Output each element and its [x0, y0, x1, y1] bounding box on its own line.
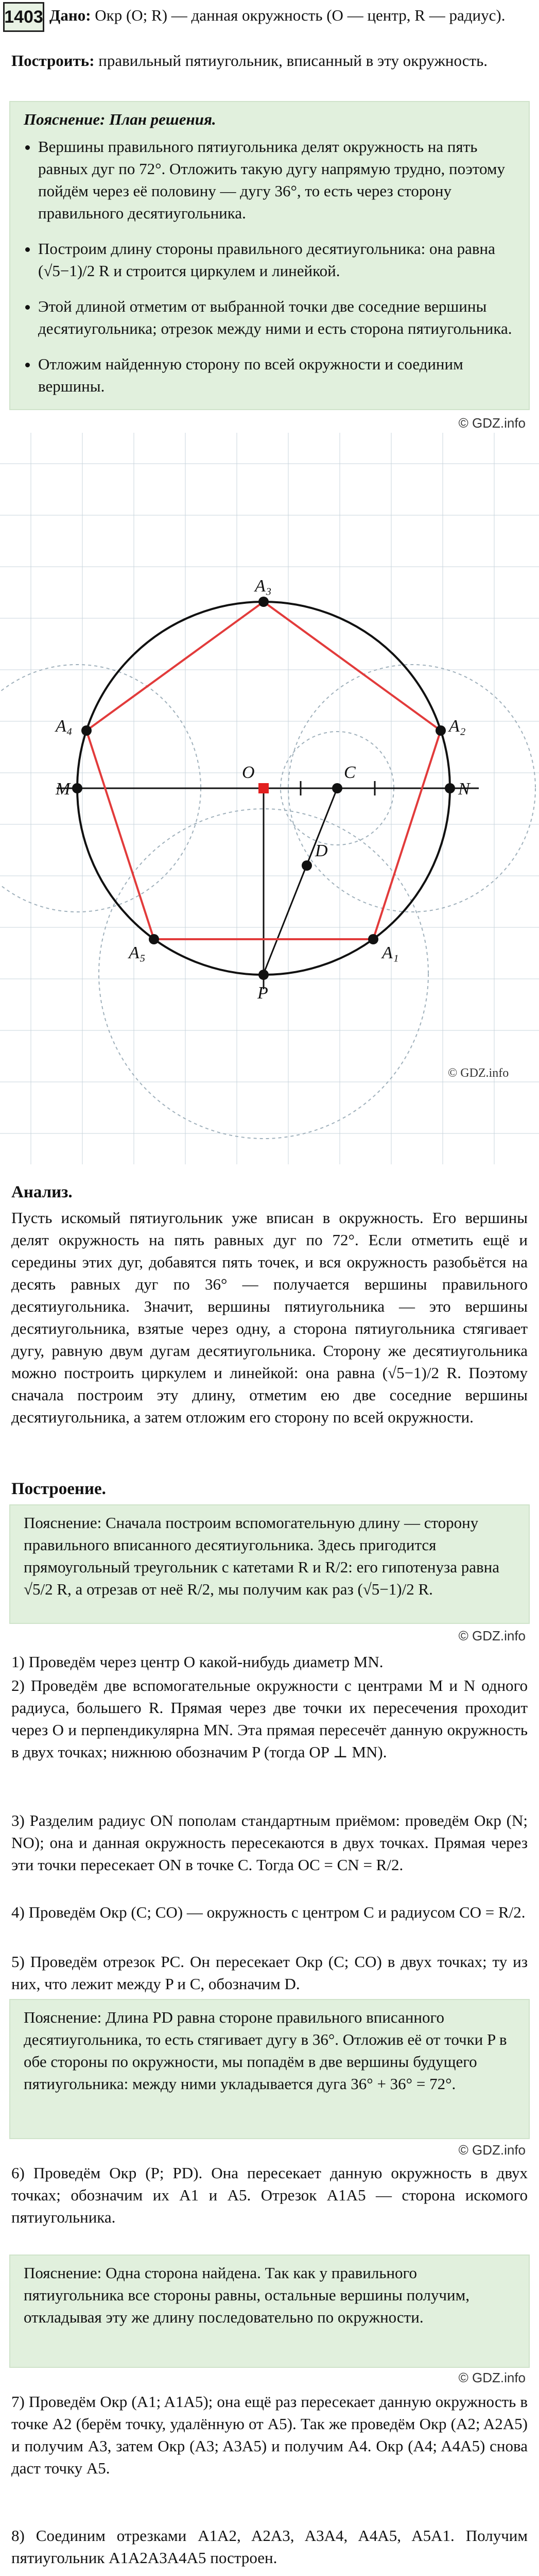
plan-item: • Вершины правильного пятиугольника делят окружность на пять равных дуг по 72°. Отложить такую дугу напрямую трудно, поэтому пойдём через её половину — дугу 36°, то есть через сторону правильного десятиугольника. [38, 135, 515, 224]
grid-background [0, 433, 539, 1164]
point-A5 [149, 934, 159, 944]
label-C: C [344, 763, 356, 782]
plan-box [9, 101, 530, 410]
build-text: правильный пятиугольник, вписанный в эту окружность. [98, 52, 488, 70]
point-C [332, 783, 342, 793]
step-7: 7) Проведём Окр (A1; A1A5); она ещё раз пересекает данную окружность в точке A2 (берём точку, удалённую от A5). Так же проведём Окр (A2; A2A5) и получим A3, затем Окр (A3; A3A5) и получим A4. Окр (A4; A4A5) снова даст точку A5. [11, 2393, 528, 2477]
label-D: D [315, 841, 328, 860]
construction-note-box [9, 2255, 530, 2368]
construction-title: Построение. [11, 1480, 106, 1498]
step-3: 3) Разделим радиус ON пополам стандартным приёмом: проведём Окр (N; NO); она и данная окружность пересекаются в двух точках. Прямая через эти точки пересекает ON в точке C. Тогда OC = CN = R/2. [11, 1811, 528, 1874]
construction-note-box [9, 1999, 530, 2139]
build-line [11, 49, 528, 72]
point-N [445, 783, 455, 793]
given-line [49, 4, 528, 26]
plan-list [24, 135, 515, 397]
label-A3: A₃ [255, 577, 272, 596]
label-A4: A₄ [56, 717, 73, 736]
watermark: © GDZ.info [458, 1628, 526, 1643]
task-number: 1403 [3, 2, 44, 32]
analysis-text: Пусть искомый пятиугольник уже вписан в окружность. Его вершины делят окружность на пять равных дуг по 72°. Если отметить ещё и середины этих дуг, добавятся пять точек, и вся окружность разобьётся на десять равных дуг по 36° — получается вершины правильного десятиугольника. Значит, вершины пятиугольника — это вершины десятиугольника, взятые через одну, а сторона пятиугольника стягивает дугу, равную двум дугам десятиугольника. Сторону же десятиугольника можно построить циркулем и линейкой: она равна (√5−1)/2 R. Поэтому сначала построим эту длину, отметим ею две соседние вершины десятиугольника, а затем отложим его сторону по всей окружности. [11, 1209, 528, 1426]
diameter-and-radius [57, 788, 479, 989]
step-8: 8) Соединим отрезками A1A2, A2A3, A3A4, A4A5, A5A1. Получим пятиугольник A1A2A3A4A5 построен. [11, 2527, 528, 2567]
label-A1: A₁ [382, 943, 399, 962]
step-5: 5) Проведём отрезок PC. Он пересекает Окр (C; CO) в двух точках; ту из них, что лежит между P и C, обозначим D. [11, 1953, 528, 1993]
point-P [258, 970, 269, 980]
plan-item: • Отложим найденную сторону по всей окружности и соединим вершины. [38, 353, 515, 397]
construction-note: Пояснение: Длина PD равна стороне правильного вписанного десятиугольника, то есть стягивает дугу в 36°. Отложив её от точки P в обе стороны по окружности, мы попадём в две вершины будущего пятиугольника: между ними укладывается дуга 36° + 36° = 72°. [24, 2008, 507, 2093]
step-6: 6) Проведём Окр (P; PD). Она пересекает данную окружность в двух точках; обозначим их A1 и A5. Отрезок A1A5 — сторона искомого пятиугольника. [11, 2164, 528, 2226]
analysis-title: Анализ. [11, 1183, 73, 1201]
point-A2 [436, 725, 446, 736]
figure-watermark: © GDZ.info [448, 1066, 509, 1080]
point-M [72, 783, 82, 793]
step-4: 4) Проведём Окр (C; CO) — окружность с центром C и радиусом CO = R/2. [11, 1903, 526, 1921]
label-P: P [257, 984, 268, 1003]
watermark: © GDZ.info [458, 2370, 526, 2385]
label-O: O [242, 763, 255, 782]
label-N: N [458, 779, 470, 799]
point-A3 [258, 597, 269, 607]
construction-figure [0, 433, 539, 1164]
step-1: 1) Проведём через центр O какой-нибудь диаметр MN. [11, 1653, 384, 1671]
point-A1 [368, 934, 378, 944]
label-M: M [56, 779, 71, 799]
build-label: Построить: [11, 52, 95, 70]
plan-item: • Этой длиной отметим от выбранной точки две соседние вершины десятиугольника; отрезок между ними и есть сторона пятиугольника. [38, 295, 515, 340]
plan-title: Пояснение: План решения. [24, 110, 216, 128]
label-A2: A₂ [449, 717, 466, 736]
given-label: Дано: [49, 6, 91, 24]
construction-note-box [9, 1504, 530, 1624]
watermark: © GDZ.info [458, 415, 526, 431]
watermark: © GDZ.info [458, 2142, 526, 2158]
point-D [302, 860, 312, 871]
label-A5: A₅ [129, 943, 146, 962]
step-2: 2) Проведём две вспомогательные окружности с центрами M и N одного радиуса, большего R. Прямая через две точки их пересечения проходит через O и перпендикулярна MN. Эта прямая пересечёт данную окружность в двух точках; нижнюю обозначим P (тогда OP ⊥ MN). [11, 1676, 528, 1761]
given-text: Окр (O; R) — данная окружность (O — центр, R — радиус). [95, 6, 506, 24]
center-point-O [258, 783, 269, 793]
point-A4 [81, 725, 92, 736]
plan-item: • Построим длину стороны правильного десятиугольника: она равна (√5−1)/2 R и строится циркулем и линейкой. [38, 238, 515, 282]
construction-note: Пояснение: Сначала построим вспомогательную длину — сторону правильного вписанного десятиугольника. Здесь пригодится прямоугольный треугольник с катетами R и R/2: его гипотенуза равна √5/2 R, а отрезав от неё R/2, мы получим как раз (√5−1)/2 R. [24, 1514, 499, 1598]
construction-note: Пояснение: Одна сторона найдена. Так как у правильного пятиугольника все стороны равны, остальные вершины получим, откладывая эту же длину последовательно по окружности. [24, 2264, 470, 2326]
